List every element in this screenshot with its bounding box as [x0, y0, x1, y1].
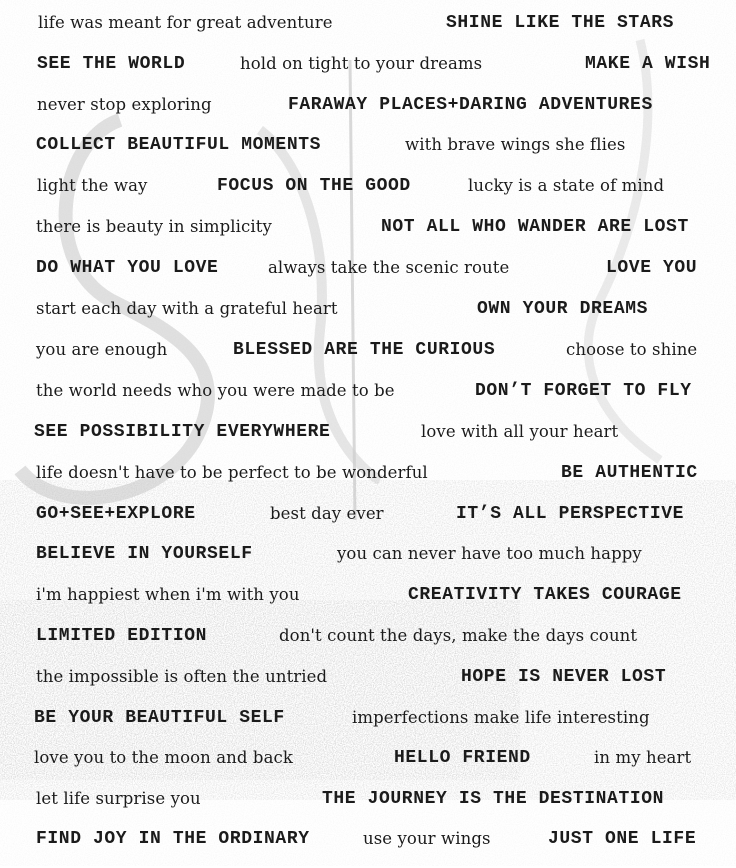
phrase: with brave wings she flies [405, 135, 626, 154]
phrase: light the way [37, 176, 148, 195]
phrase-line-3 [0, 94, 736, 134]
phrase: start each day with a grateful heart [36, 299, 338, 318]
phrase: OWN YOUR DREAMS [477, 299, 649, 319]
phrase-line-1 [0, 12, 736, 52]
phrase: life was meant for great adventure [38, 13, 333, 32]
phrase: don't count the days, make the days count [279, 626, 638, 645]
phrase: THE JOURNEY IS THE DESTINATION [322, 789, 665, 809]
phrase: the world needs who you were made to be [36, 381, 395, 400]
phrase: BLESSED ARE THE CURIOUS [233, 340, 496, 360]
phrase: BE AUTHENTIC [561, 463, 698, 483]
phrase-line-9 [0, 339, 736, 379]
phrase: lucky is a state of mind [468, 176, 665, 195]
phrase-line-12 [0, 462, 736, 502]
phrase: love with all your heart [421, 422, 619, 441]
phrase: i'm happiest when i'm with you [36, 585, 300, 604]
phrase-line-4 [0, 134, 736, 174]
phrase: CREATIVITY TAKES COURAGE [408, 585, 682, 605]
phrase: in my heart [594, 748, 692, 767]
phrase: BELIEVE IN YOURSELF [36, 544, 253, 564]
phrase: let life surprise you [36, 789, 201, 808]
phrase: FARAWAY PLACES+DARING ADVENTURES [288, 95, 653, 115]
phrase: you are enough [36, 340, 168, 359]
phrase: imperfections make life interesting [352, 708, 650, 727]
phrase: GO+SEE+EXPLORE [36, 504, 196, 524]
phrase: DO WHAT YOU LOVE [36, 258, 219, 278]
phrase: always take the scenic route [268, 258, 510, 277]
phrase: LIMITED EDITION [36, 626, 208, 646]
phrase-line-15 [0, 584, 736, 624]
phrase-line-10 [0, 380, 736, 420]
phrase: never stop exploring [37, 95, 212, 114]
phrase: you can never have too much happy [337, 544, 642, 563]
phrase: COLLECT BEAUTIFUL MOMENTS [36, 135, 322, 155]
phrase: JUST ONE LIFE [548, 829, 697, 849]
phrase: SHINE LIKE THE STARS [446, 13, 675, 33]
phrase: SEE POSSIBILITY EVERYWHERE [34, 422, 331, 442]
phrase: the impossible is often the untried [36, 667, 328, 686]
phrase-line-21 [0, 828, 736, 868]
phrase-line-8 [0, 298, 736, 338]
phrase-line-16 [0, 625, 736, 665]
phrase: NOT ALL WHO WANDER ARE LOST [381, 217, 689, 237]
phrase: FIND JOY IN THE ORDINARY [36, 829, 310, 849]
phrase-line-7 [0, 257, 736, 297]
phrase: SEE THE WORLD [37, 54, 186, 74]
phrase: use your wings [363, 829, 491, 848]
phrase-line-2 [0, 53, 736, 93]
phrase: HELLO FRIEND [394, 748, 531, 768]
phrase: IT’S ALL PERSPECTIVE [456, 504, 685, 524]
phrase-line-18 [0, 707, 736, 747]
phrase: BE YOUR BEAUTIFUL SELF [34, 708, 285, 728]
phrase: HOPE IS NEVER LOST [461, 667, 667, 687]
phrase: FOCUS ON THE GOOD [217, 176, 411, 196]
phrase-line-14 [0, 543, 736, 583]
phrase: LOVE YOU [606, 258, 698, 278]
phrase: life doesn't have to be perfect to be wonderful [36, 463, 428, 482]
phrase-line-17 [0, 666, 736, 706]
phrase-line-6 [0, 216, 736, 256]
phrase: there is beauty in simplicity [36, 217, 272, 236]
phrase: choose to shine [566, 340, 698, 359]
phrase-line-20 [0, 788, 736, 828]
phrase-line-19 [0, 747, 736, 787]
phrase: hold on tight to your dreams [240, 54, 483, 73]
phrase-line-13 [0, 503, 736, 543]
phrase-line-5 [0, 175, 736, 215]
phrase: love you to the moon and back [34, 748, 293, 767]
phrase-line-11 [0, 421, 736, 461]
phrase: best day ever [270, 504, 384, 523]
phrase: MAKE A WISH [585, 54, 711, 74]
phrase: DON’T FORGET TO FLY [475, 381, 692, 401]
